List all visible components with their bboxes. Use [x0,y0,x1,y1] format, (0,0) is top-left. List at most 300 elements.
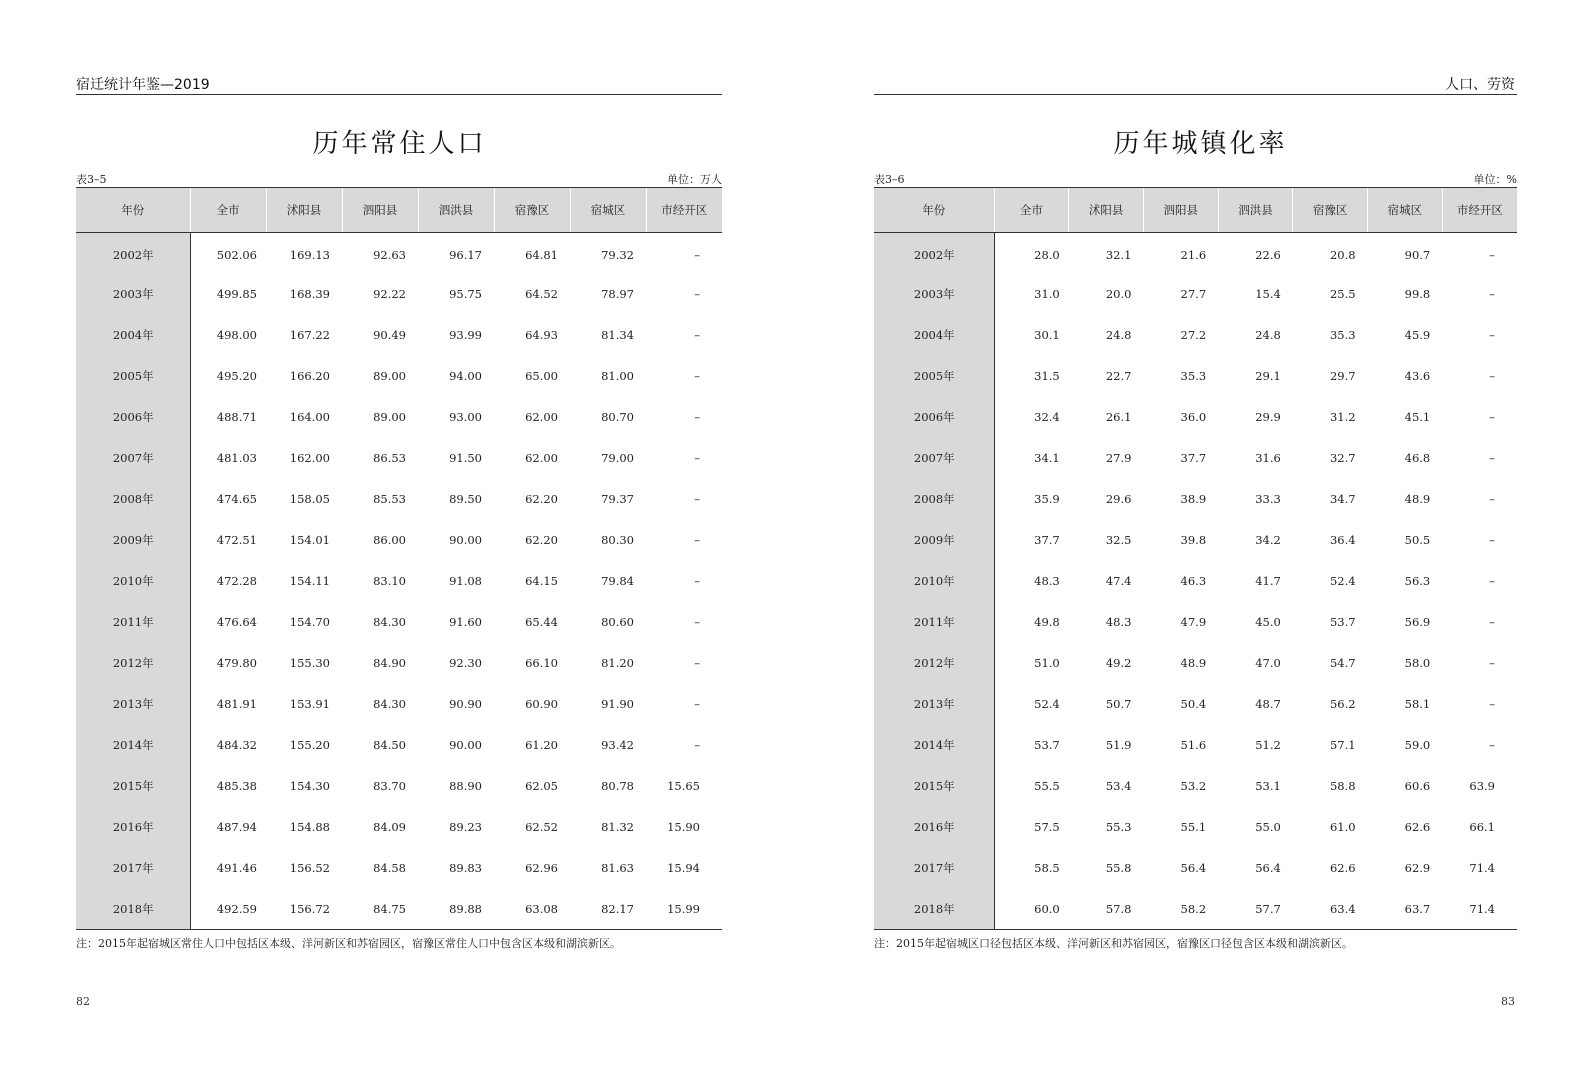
value-cell: 481.03 [216,451,257,465]
value-cell: 50.4 [1180,697,1207,711]
value-cell: 90.00 [449,738,482,752]
table-row [874,233,1517,274]
value-cell: 27.2 [1180,328,1207,342]
value-cell: 81.00 [601,369,634,383]
value-cell: 30.1 [1034,328,1060,342]
value-cell: 158.05 [289,492,330,506]
value-cell: 153.91 [289,697,330,711]
value-cell: 43.6 [1404,369,1431,383]
value-cell: 65.44 [525,615,558,629]
value-cell: 81.63 [601,861,634,875]
year-cell: 2010年 [874,561,994,602]
value-cell: 485.38 [216,779,257,793]
table-row [76,397,722,438]
value-cell: 53.7 [1034,738,1060,752]
value-cell: 154.70 [289,615,330,629]
value-cell: – [1489,697,1495,711]
value-cell: 48.9 [1180,656,1207,670]
column-header-year: 年份 [874,188,994,233]
column-header: 泗洪县 [1218,188,1293,233]
value-cell: 34.1 [1034,451,1060,465]
year-cell: 2003年 [874,274,994,315]
value-cell: 62.9 [1404,861,1431,875]
value-cell: 58.2 [1143,889,1218,930]
value-cell: 51.0 [1034,656,1060,670]
value-cell: 154.88 [289,820,330,834]
value-cell: 90.49 [373,328,406,342]
value-cell: – [1489,369,1495,383]
value-cell: 58.8 [1329,779,1356,793]
value-cell: 24.8 [1255,328,1281,342]
value-cell: 169.13 [289,247,330,262]
population-table [76,187,722,930]
value-cell: – [1489,247,1495,262]
value-cell: 35.3 [1329,328,1356,342]
value-cell: 25.5 [1329,287,1356,301]
value-cell: 31.6 [1255,451,1281,465]
value-cell: 498.00 [216,328,257,342]
table-row [76,766,722,807]
value-cell: 84.09 [373,820,406,834]
value-cell: 89.88 [418,889,494,930]
table-title: 历年常住人口 [312,129,487,159]
table-row [76,233,722,274]
value-cell: 56.2 [1329,697,1356,711]
value-cell: 49.2 [1105,656,1132,670]
value-cell: 26.1 [1105,410,1132,424]
value-cell: 60.90 [525,697,558,711]
column-header: 泗阳县 [1143,188,1218,233]
year-cell: 2005年 [874,356,994,397]
left-page [0,0,793,1077]
value-cell: 53.1 [1255,779,1281,793]
value-cell: 472.28 [216,574,257,588]
value-cell: 63.4 [1293,889,1368,930]
table-row [76,602,722,643]
value-cell: 57.8 [1069,889,1144,930]
value-cell: 48.7 [1255,697,1281,711]
value-cell: 82.17 [570,889,646,930]
header-rule [76,94,722,95]
value-cell: 33.3 [1255,492,1281,506]
value-cell: 85.53 [373,492,406,506]
value-cell: 83.70 [373,779,406,793]
value-cell: 86.00 [373,533,406,547]
value-cell: 32.4 [1034,410,1060,424]
value-cell: 166.20 [289,369,330,383]
value-cell: – [1489,410,1495,424]
value-cell: 28.0 [1034,247,1060,262]
year-cell: 2006年 [874,397,994,438]
value-cell: 32.7 [1329,451,1356,465]
table-row [874,274,1517,315]
value-cell: 502.06 [216,247,257,262]
table-row [76,848,722,889]
value-cell: 32.1 [1105,247,1132,262]
value-cell: 31.2 [1329,410,1356,424]
value-cell: – [694,451,700,465]
column-header: 市经开区 [646,188,722,233]
value-cell: 35.9 [1034,492,1060,506]
value-cell: – [694,328,700,342]
value-cell: 481.91 [216,697,257,711]
table-row [76,274,722,315]
table-row [76,725,722,766]
value-cell: 479.80 [216,656,257,670]
value-cell: 29.1 [1255,369,1281,383]
year-cell: 2011年 [874,602,994,643]
column-header: 全市 [190,188,266,233]
running-head: 宿迁统计年鉴—2019 [76,77,210,93]
value-cell: 50.5 [1404,533,1431,547]
value-cell: 37.7 [1180,451,1207,465]
value-cell: 99.8 [1404,287,1431,301]
year-cell: 2012年 [874,643,994,684]
value-cell: 79.00 [601,451,634,465]
value-cell: 61.20 [525,738,558,752]
value-cell: 81.32 [601,820,634,834]
value-cell: 41.7 [1255,574,1281,588]
value-cell: – [1489,615,1495,629]
value-cell: 56.3 [1404,574,1431,588]
year-cell: 2008年 [76,479,190,520]
value-cell: 55.5 [1034,779,1060,793]
year-cell: 2017年 [874,848,994,889]
value-cell: 29.6 [1105,492,1132,506]
value-cell: 62.00 [525,410,558,424]
value-cell: – [1489,492,1495,506]
value-cell: 86.53 [373,451,406,465]
value-cell: 80.60 [601,615,634,629]
value-cell: 62.6 [1404,820,1431,834]
value-cell: 15.65 [667,779,700,793]
value-cell: 80.70 [601,410,634,424]
value-cell: 48.3 [1105,615,1132,629]
value-cell: 27.9 [1105,451,1132,465]
value-cell: 84.90 [373,656,406,670]
table-row [874,561,1517,602]
value-cell: 94.00 [449,369,482,383]
value-cell: 57.7 [1218,889,1293,930]
year-cell: 2009年 [76,520,190,561]
column-header: 泗阳县 [342,188,418,233]
table-row [874,889,1517,930]
value-cell: 45.9 [1404,328,1431,342]
value-cell: 48.3 [1034,574,1060,588]
table-unit: 单位：% [1473,173,1517,186]
running-head: 人口、劳资 [1445,77,1515,93]
year-cell: 2016年 [76,807,190,848]
value-cell: – [694,615,700,629]
column-header: 沭阳县 [266,188,342,233]
value-cell: – [1489,451,1495,465]
value-cell: 57.5 [1034,820,1060,834]
value-cell: 22.6 [1255,247,1281,262]
value-cell: 56.4 [1180,861,1207,875]
header-row [874,188,1517,233]
value-cell: 92.30 [449,656,482,670]
value-cell: 15.94 [667,861,700,875]
value-cell: 154.01 [289,533,330,547]
year-cell: 2016年 [874,807,994,848]
year-cell: 2002年 [76,233,190,274]
value-cell: 84.50 [373,738,406,752]
table-row [76,889,722,930]
right-page [794,0,1587,1077]
year-cell: 2014年 [76,725,190,766]
value-cell: 56.4 [1255,861,1281,875]
year-cell: 2005年 [76,356,190,397]
table-row [874,356,1517,397]
value-cell: 83.10 [373,574,406,588]
value-cell: 89.00 [373,410,406,424]
table-row [874,520,1517,561]
year-cell: 2007年 [874,438,994,479]
year-cell: 2009年 [874,520,994,561]
value-cell: 487.94 [216,820,257,834]
value-cell: 55.1 [1180,820,1207,834]
value-cell: 38.9 [1180,492,1207,506]
value-cell: 89.00 [373,369,406,383]
value-cell: 62.00 [525,451,558,465]
table-row [874,397,1517,438]
value-cell: 52.4 [1329,574,1356,588]
value-cell: 55.8 [1105,861,1132,875]
value-cell: 79.32 [601,247,634,262]
value-cell: 90.00 [449,533,482,547]
value-cell: 495.20 [216,369,257,383]
value-cell: 71.4 [1442,889,1517,930]
year-cell: 2004年 [874,315,994,356]
value-cell: – [1489,738,1495,752]
value-cell: 474.65 [216,492,257,506]
value-cell: 90.90 [449,697,482,711]
value-cell: 78.97 [601,287,634,301]
value-cell: 93.99 [449,328,482,342]
year-cell: 2010年 [76,561,190,602]
value-cell: 31.5 [1034,369,1060,383]
value-cell: – [694,738,700,752]
year-cell: 2015年 [76,766,190,807]
value-cell: 92.22 [373,287,406,301]
value-cell: 91.08 [449,574,482,588]
table-row [874,807,1517,848]
value-cell: 46.3 [1180,574,1207,588]
value-cell: 92.63 [373,247,406,262]
header-rule [874,94,1517,95]
year-cell: 2014年 [874,725,994,766]
value-cell: 52.4 [1034,697,1060,711]
value-cell: – [1489,328,1495,342]
value-cell: 46.8 [1404,451,1431,465]
value-cell: 156.72 [266,889,342,930]
table-row [874,684,1517,725]
value-cell: 66.10 [525,656,558,670]
value-cell: 21.6 [1180,247,1207,262]
year-cell: 2018年 [874,889,994,930]
table-row [76,561,722,602]
value-cell: 62.6 [1329,861,1356,875]
column-header: 全市 [994,188,1069,233]
value-cell: 36.4 [1329,533,1356,547]
value-cell: 93.00 [449,410,482,424]
value-cell: 47.0 [1255,656,1281,670]
year-cell: 2004年 [76,315,190,356]
value-cell: 64.81 [525,247,558,262]
year-cell: 2015年 [874,766,994,807]
value-cell: 79.37 [601,492,634,506]
year-cell: 2011年 [76,602,190,643]
value-cell: 499.85 [216,287,257,301]
value-cell: 22.7 [1105,369,1132,383]
value-cell: 64.15 [525,574,558,588]
table-row [76,807,722,848]
table-row [874,725,1517,766]
value-cell: 34.7 [1329,492,1356,506]
value-cell: 89.23 [449,820,482,834]
value-cell: 62.52 [525,820,558,834]
table-row [874,643,1517,684]
year-cell: 2003年 [76,274,190,315]
value-cell: 89.83 [449,861,482,875]
value-cell: 96.17 [449,247,482,262]
value-cell: 155.30 [289,656,330,670]
value-cell: – [1489,287,1495,301]
value-cell: 55.3 [1105,820,1132,834]
table-number: 表3–5 [76,173,107,186]
table-title: 历年城镇化率 [1113,129,1288,159]
column-header: 市经开区 [1442,188,1517,233]
value-cell: 65.00 [525,369,558,383]
table-row [76,438,722,479]
value-cell: 51.9 [1105,738,1132,752]
value-cell: 91.50 [449,451,482,465]
value-cell: 24.8 [1105,328,1132,342]
value-cell: 88.90 [449,779,482,793]
value-cell: 47.4 [1105,574,1132,588]
table-row [76,315,722,356]
value-cell: 15.99 [646,889,722,930]
value-cell: 57.1 [1329,738,1356,752]
value-cell: 53.4 [1105,779,1132,793]
value-cell: 93.42 [601,738,634,752]
value-cell: 164.00 [289,410,330,424]
table-row [76,479,722,520]
table-row [874,479,1517,520]
value-cell: 15.4 [1255,287,1281,301]
value-cell: 79.84 [601,574,634,588]
value-cell: – [694,247,700,262]
table-row [874,438,1517,479]
column-header-year: 年份 [76,188,190,233]
value-cell: 167.22 [289,328,330,342]
table-row [874,766,1517,807]
value-cell: 492.59 [190,889,266,930]
table-row [76,643,722,684]
value-cell: 168.39 [289,287,330,301]
urbanization-table [874,187,1517,930]
column-header: 宿豫区 [494,188,570,233]
table-row [76,520,722,561]
value-cell: 59.0 [1404,738,1431,752]
value-cell: 62.05 [525,779,558,793]
value-cell: 81.34 [601,328,634,342]
value-cell: 472.51 [216,533,257,547]
value-cell: 60.6 [1404,779,1431,793]
column-header: 沭阳县 [1069,188,1144,233]
value-cell: 491.46 [216,861,257,875]
value-cell: 84.58 [373,861,406,875]
value-cell: 53.2 [1180,779,1207,793]
value-cell: 64.52 [525,287,558,301]
value-cell: 155.20 [289,738,330,752]
table-number: 表3–6 [874,173,905,186]
value-cell: – [694,287,700,301]
value-cell: 156.52 [289,861,330,875]
value-cell: – [694,369,700,383]
value-cell: – [694,697,700,711]
value-cell: – [694,410,700,424]
value-cell: 91.90 [601,697,634,711]
value-cell: 484.32 [216,738,257,752]
value-cell: 34.2 [1255,533,1281,547]
page-number: 83 [1501,995,1515,1008]
value-cell: 50.7 [1105,697,1132,711]
table-unit: 单位：万人 [667,173,722,186]
year-cell: 2018年 [76,889,190,930]
value-cell: 64.93 [525,328,558,342]
value-cell: 63.7 [1368,889,1443,930]
column-header: 宿城区 [1368,188,1443,233]
value-cell: – [1489,656,1495,670]
year-cell: 2013年 [76,684,190,725]
table-row [874,602,1517,643]
value-cell: 55.0 [1255,820,1281,834]
value-cell: 58.5 [1034,861,1060,875]
value-cell: – [1489,574,1495,588]
table-note: 注：2015年起宿城区常住人口中包括区本级、洋河新区和苏宿园区，宿豫区常住人口中包含区本级和湖滨新区。 [76,937,621,950]
table-row [76,684,722,725]
value-cell: – [694,492,700,506]
value-cell: 71.4 [1469,861,1495,875]
value-cell: 58.1 [1404,697,1431,711]
value-cell: 45.0 [1255,615,1281,629]
value-cell: 81.20 [601,656,634,670]
value-cell: 32.5 [1105,533,1132,547]
value-cell: 89.50 [449,492,482,506]
value-cell: 476.64 [216,615,257,629]
value-cell: – [694,574,700,588]
value-cell: 154.11 [289,574,330,588]
year-cell: 2007年 [76,438,190,479]
value-cell: 58.0 [1404,656,1431,670]
value-cell: 48.9 [1404,492,1431,506]
value-cell: 80.30 [601,533,634,547]
year-cell: 2017年 [76,848,190,889]
column-header: 宿豫区 [1293,188,1368,233]
year-cell: 2006年 [76,397,190,438]
value-cell: 91.60 [449,615,482,629]
value-cell: 27.7 [1180,287,1207,301]
value-cell: 39.8 [1180,533,1207,547]
value-cell: 47.9 [1180,615,1207,629]
value-cell: 488.71 [216,410,257,424]
value-cell: 15.90 [667,820,700,834]
table-row [874,848,1517,889]
value-cell: 36.0 [1180,410,1207,424]
value-cell: 62.20 [525,533,558,547]
value-cell: 20.8 [1329,247,1356,262]
